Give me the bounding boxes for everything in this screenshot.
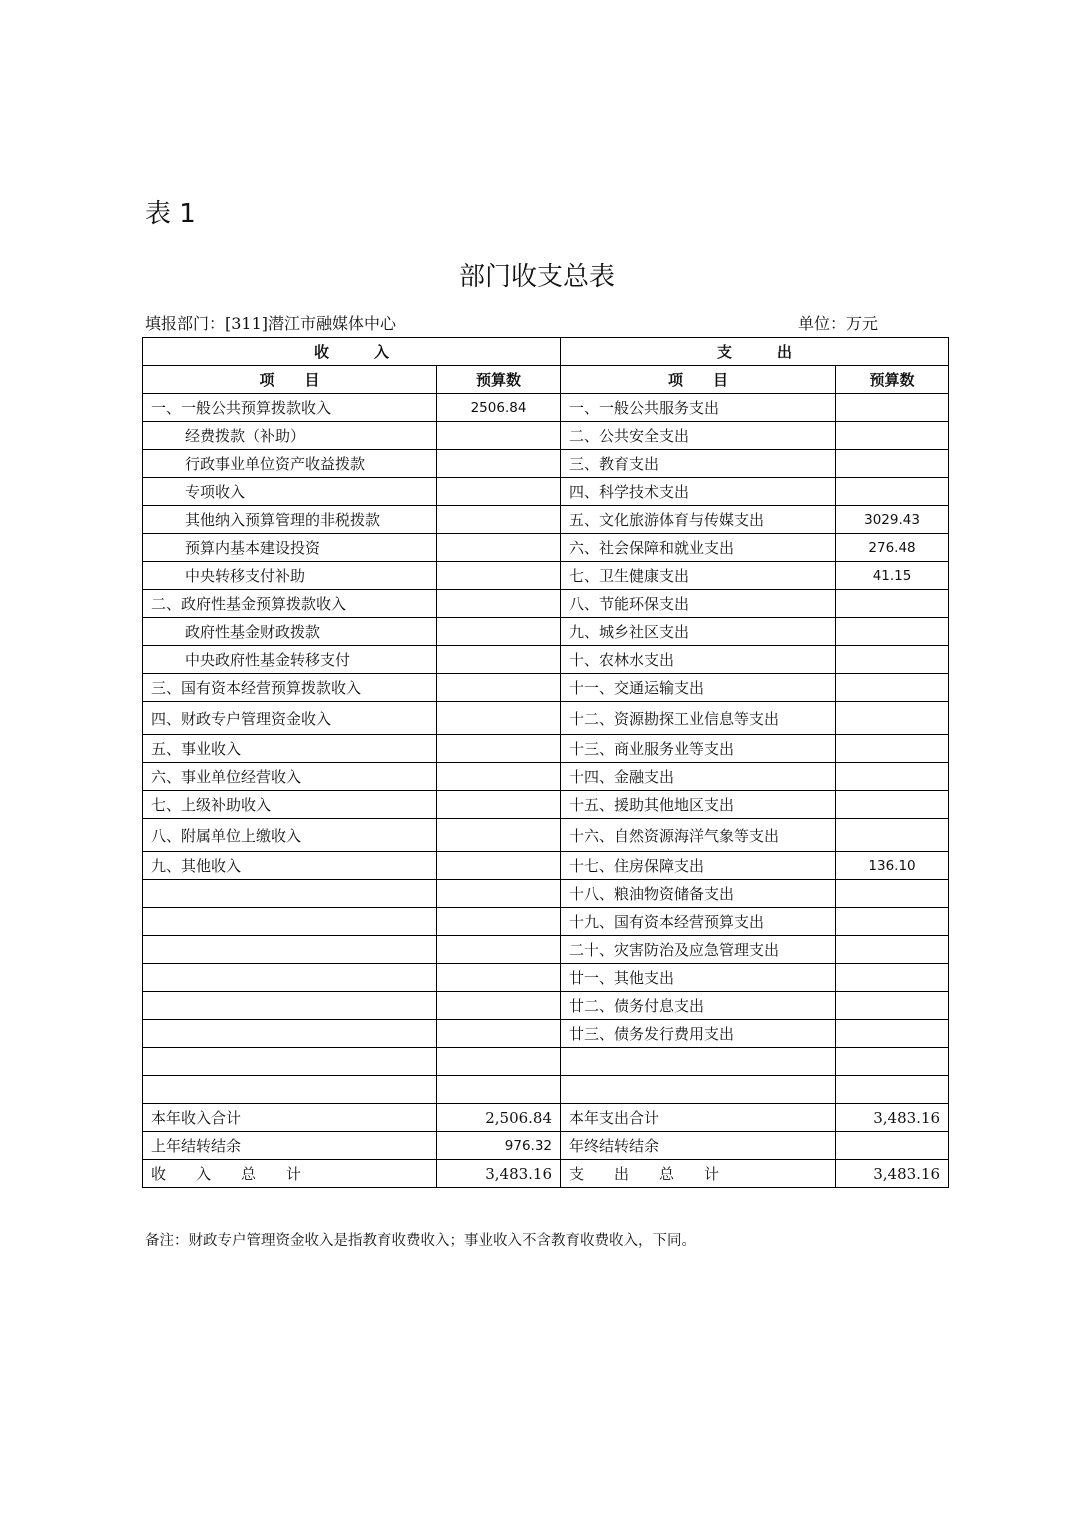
expense-item-cell: 二十、灾害防治及应急管理支出 bbox=[561, 936, 836, 964]
income-item-cell: 五、事业收入 bbox=[143, 735, 437, 763]
table-row bbox=[143, 618, 949, 646]
expense-item-cell: 六、社会保障和就业支出 bbox=[561, 534, 836, 562]
carry-out-label: 年终结转结余 bbox=[561, 1132, 836, 1160]
expense-item-cell: 三、教育支出 bbox=[561, 450, 836, 478]
year-expense-total-label: 本年支出合计 bbox=[561, 1104, 836, 1132]
year-total-row bbox=[143, 1104, 949, 1132]
table-row bbox=[143, 852, 949, 880]
expense-value-cell bbox=[836, 450, 949, 478]
income-value-cell bbox=[437, 791, 561, 819]
expense-value-cell bbox=[836, 1048, 949, 1076]
expense-item-cell: 八、节能环保支出 bbox=[561, 590, 836, 618]
income-value-cell bbox=[437, 562, 561, 590]
budget-summary-table bbox=[142, 337, 949, 1188]
expense-value-cell bbox=[836, 791, 949, 819]
income-value-cell bbox=[437, 590, 561, 618]
expense-budget-header: 预算数 bbox=[836, 366, 949, 394]
expense-item-cell: 廿二、债务付息支出 bbox=[561, 992, 836, 1020]
table-row bbox=[143, 534, 949, 562]
expense-item-header: 项 目 bbox=[561, 366, 836, 394]
expense-value-cell bbox=[836, 1020, 949, 1048]
table-row bbox=[143, 478, 949, 506]
expense-item-cell: 廿一、其他支出 bbox=[561, 964, 836, 992]
expense-value-cell bbox=[836, 992, 949, 1020]
expense-item-cell bbox=[561, 1048, 836, 1076]
page-title: 部门收支总表 bbox=[458, 262, 615, 292]
table-row bbox=[143, 562, 949, 590]
year-income-total-value: 2,506.84 bbox=[437, 1104, 561, 1132]
income-item-cell: 中央政府性基金转移支付 bbox=[143, 646, 437, 674]
income-value-cell bbox=[437, 735, 561, 763]
carry-over-row bbox=[143, 1132, 949, 1160]
expense-value-cell bbox=[836, 478, 949, 506]
column-header-row bbox=[143, 366, 949, 394]
expense-item-cell bbox=[561, 1076, 836, 1104]
income-grand-total-label: 收 入 总 计 bbox=[143, 1160, 437, 1188]
grand-total-row bbox=[143, 1160, 949, 1188]
expense-value-cell bbox=[836, 964, 949, 992]
income-item-cell: 八、附属单位上缴收入 bbox=[143, 819, 437, 852]
expense-value-cell bbox=[836, 735, 949, 763]
income-item-cell: 预算内基本建设投资 bbox=[143, 534, 437, 562]
table-row bbox=[143, 880, 949, 908]
income-item-cell: 三、国有资本经营预算拨款收入 bbox=[143, 674, 437, 702]
carry-out-value bbox=[836, 1132, 949, 1160]
table-row bbox=[143, 590, 949, 618]
table-row bbox=[143, 702, 949, 735]
expense-item-cell: 十八、粮油物资储备支出 bbox=[561, 880, 836, 908]
expense-item-cell: 十三、商业服务业等支出 bbox=[561, 735, 836, 763]
expense-item-cell: 十、农林水支出 bbox=[561, 646, 836, 674]
income-value-cell bbox=[437, 422, 561, 450]
section-header-row bbox=[143, 338, 949, 366]
expense-item-cell: 十二、资源勘探工业信息等支出 bbox=[561, 702, 836, 735]
table-row bbox=[143, 735, 949, 763]
year-expense-total-value: 3,483.16 bbox=[836, 1104, 949, 1132]
income-item-cell bbox=[143, 908, 437, 936]
expense-item-cell: 五、文化旅游体育与传媒支出 bbox=[561, 506, 836, 534]
income-section-header: 收 入 bbox=[143, 338, 561, 366]
table-row bbox=[143, 1048, 949, 1076]
table-row bbox=[143, 674, 949, 702]
income-item-cell: 专项收入 bbox=[143, 478, 437, 506]
expense-item-cell: 一、一般公共服务支出 bbox=[561, 394, 836, 422]
expense-section-header: 支 出 bbox=[561, 338, 949, 366]
income-value-cell bbox=[437, 763, 561, 791]
table-row bbox=[143, 964, 949, 992]
income-item-cell bbox=[143, 936, 437, 964]
carry-in-value: 976.32 bbox=[437, 1132, 561, 1160]
income-value-cell bbox=[437, 1048, 561, 1076]
income-value-cell bbox=[437, 880, 561, 908]
expense-value-cell: 136.10 bbox=[836, 852, 949, 880]
expense-item-cell: 廿三、债务发行费用支出 bbox=[561, 1020, 836, 1048]
table-row bbox=[143, 1020, 949, 1048]
income-item-cell: 经费拨款（补助） bbox=[143, 422, 437, 450]
expense-value-cell bbox=[836, 702, 949, 735]
table-row bbox=[143, 819, 949, 852]
table-row bbox=[143, 506, 949, 534]
carry-in-label: 上年结转结余 bbox=[143, 1132, 437, 1160]
income-budget-header: 预算数 bbox=[437, 366, 561, 394]
department-label: 填报部门：[311]潜江市融媒体中心 bbox=[145, 314, 397, 333]
expense-item-cell: 七、卫生健康支出 bbox=[561, 562, 836, 590]
income-value-cell bbox=[437, 1076, 561, 1104]
expense-item-cell: 十六、自然资源海洋气象等支出 bbox=[561, 819, 836, 852]
income-value-cell bbox=[437, 534, 561, 562]
income-item-cell: 其他纳入预算管理的非税拨款 bbox=[143, 506, 437, 534]
income-value-cell bbox=[437, 852, 561, 880]
expense-value-cell: 3029.43 bbox=[836, 506, 949, 534]
expense-value-cell bbox=[836, 646, 949, 674]
year-income-total-label: 本年收入合计 bbox=[143, 1104, 437, 1132]
income-item-cell: 一、一般公共预算拨款收入 bbox=[143, 394, 437, 422]
expense-value-cell: 41.15 bbox=[836, 562, 949, 590]
income-value-cell bbox=[437, 506, 561, 534]
expense-value-cell bbox=[836, 936, 949, 964]
expense-item-cell: 十一、交通运输支出 bbox=[561, 674, 836, 702]
expense-grand-total-label: 支 出 总 计 bbox=[561, 1160, 836, 1188]
income-value-cell bbox=[437, 1020, 561, 1048]
expense-value-cell bbox=[836, 908, 949, 936]
expense-value-cell bbox=[836, 763, 949, 791]
income-item-cell: 二、政府性基金预算拨款收入 bbox=[143, 590, 437, 618]
income-value-cell bbox=[437, 819, 561, 852]
expense-value-cell bbox=[836, 590, 949, 618]
expense-value-cell bbox=[836, 819, 949, 852]
expense-value-cell bbox=[836, 422, 949, 450]
income-item-cell bbox=[143, 964, 437, 992]
unit-label: 单位：万元 bbox=[798, 314, 879, 333]
income-item-cell: 四、财政专户管理资金收入 bbox=[143, 702, 437, 735]
expense-item-cell: 九、城乡社区支出 bbox=[561, 618, 836, 646]
expense-item-cell: 十五、援助其他地区支出 bbox=[561, 791, 836, 819]
income-item-cell: 六、事业单位经营收入 bbox=[143, 763, 437, 791]
table-row bbox=[143, 1076, 949, 1104]
income-value-cell bbox=[437, 674, 561, 702]
table-row bbox=[143, 646, 949, 674]
income-item-cell bbox=[143, 1020, 437, 1048]
expense-value-cell bbox=[836, 618, 949, 646]
expense-item-cell: 十四、金融支出 bbox=[561, 763, 836, 791]
income-value-cell bbox=[437, 992, 561, 1020]
income-item-cell bbox=[143, 992, 437, 1020]
income-item-cell bbox=[143, 1076, 437, 1104]
income-item-header: 项 目 bbox=[143, 366, 437, 394]
table-row bbox=[143, 908, 949, 936]
income-value-cell bbox=[437, 478, 561, 506]
income-value-cell bbox=[437, 702, 561, 735]
income-item-cell bbox=[143, 1048, 437, 1076]
income-item-cell: 九、其他收入 bbox=[143, 852, 437, 880]
table-row bbox=[143, 422, 949, 450]
expense-value-cell bbox=[836, 880, 949, 908]
expense-value-cell bbox=[836, 674, 949, 702]
table-row bbox=[143, 791, 949, 819]
expense-item-cell: 十九、国有资本经营预算支出 bbox=[561, 908, 836, 936]
income-value-cell bbox=[437, 936, 561, 964]
expense-item-cell: 二、公共安全支出 bbox=[561, 422, 836, 450]
income-item-cell: 行政事业单位资产收益拨款 bbox=[143, 450, 437, 478]
expense-value-cell bbox=[836, 1076, 949, 1104]
table-row bbox=[143, 936, 949, 964]
table-row bbox=[143, 450, 949, 478]
expense-value-cell: 276.48 bbox=[836, 534, 949, 562]
income-item-cell bbox=[143, 880, 437, 908]
table-row bbox=[143, 763, 949, 791]
table-row bbox=[143, 394, 949, 422]
expense-item-cell: 十七、住房保障支出 bbox=[561, 852, 836, 880]
expense-item-cell: 四、科学技术支出 bbox=[561, 478, 836, 506]
income-grand-total-value: 3,483.16 bbox=[437, 1160, 561, 1188]
income-value-cell bbox=[437, 908, 561, 936]
income-value-cell bbox=[437, 618, 561, 646]
income-item-cell: 政府性基金财政拨款 bbox=[143, 618, 437, 646]
income-value-cell: 2506.84 bbox=[437, 394, 561, 422]
expense-value-cell bbox=[836, 394, 949, 422]
table-number-label: 表 1 bbox=[145, 199, 196, 229]
income-value-cell bbox=[437, 646, 561, 674]
income-value-cell bbox=[437, 964, 561, 992]
income-item-cell: 七、上级补助收入 bbox=[143, 791, 437, 819]
income-item-cell: 中央转移支付补助 bbox=[143, 562, 437, 590]
table-row bbox=[143, 992, 949, 1020]
footnote: 备注：财政专户管理资金收入是指教育收费收入；事业收入不含教育收费收入，下同。 bbox=[145, 1233, 696, 1249]
expense-grand-total-value: 3,483.16 bbox=[836, 1160, 949, 1188]
income-value-cell bbox=[437, 450, 561, 478]
